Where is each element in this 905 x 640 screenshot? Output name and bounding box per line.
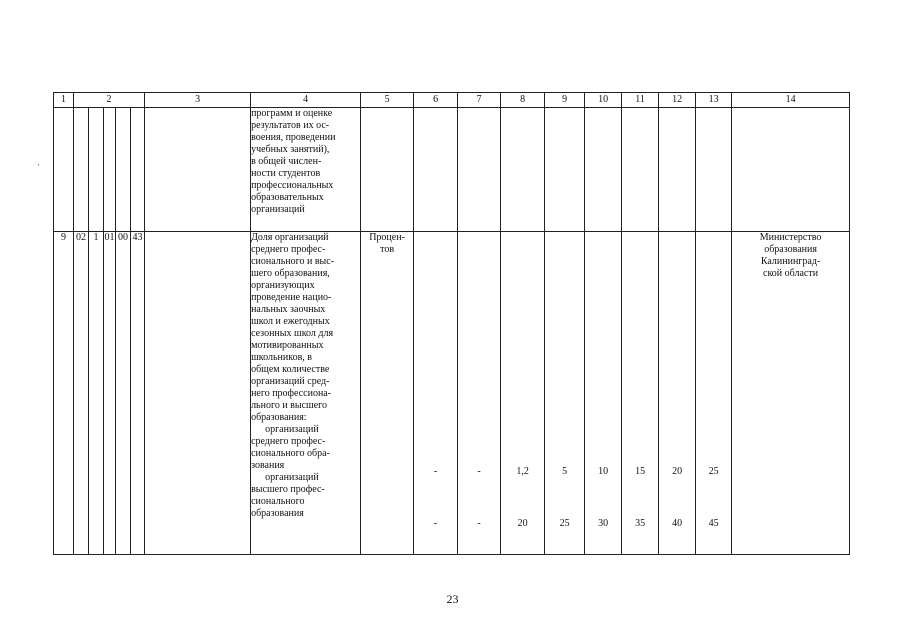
value-cell [585, 232, 622, 555]
value-higher: 45 [708, 518, 719, 529]
header-cell: 7 [458, 93, 501, 108]
header-cell: 4 [251, 93, 361, 108]
code-cell: 1 [89, 232, 104, 555]
header-cell: 11 [622, 93, 659, 108]
code-cell: 9 [54, 232, 74, 555]
sub-indicator-line: высшего профес- [251, 484, 325, 495]
column-number-row [54, 93, 850, 108]
indicator-line: в общей числен- [251, 156, 322, 167]
header-cell: 6 [414, 93, 458, 108]
indicator-line: учебных занятий), [251, 144, 330, 155]
indicator-line: проведение нацио- [251, 292, 332, 303]
indicator-line: Доля организаций [251, 232, 329, 243]
header-cell: 9 [545, 93, 585, 108]
value-cell [414, 108, 458, 232]
ministry-line: Министерство [759, 232, 822, 243]
value-secondary: 20 [672, 466, 683, 477]
indicator-line: организаций [251, 204, 305, 215]
value-higher: 20 [517, 518, 528, 529]
code-cell [89, 108, 104, 232]
value-higher: 35 [635, 518, 646, 529]
value-higher: - [477, 518, 481, 529]
value-higher: 30 [598, 518, 609, 529]
indicator-line: среднего профес- [251, 244, 326, 255]
value-secondary: - [477, 466, 481, 477]
sub-indicator-line: образования [251, 508, 304, 519]
value-cell [659, 108, 696, 232]
value-cell [458, 232, 501, 555]
code-cell: 02 [74, 232, 89, 555]
sub-indicator-line: организаций [265, 472, 319, 483]
indicator-line: шего образования, [251, 268, 330, 279]
code-cell [74, 108, 89, 232]
responsible-cell [732, 232, 850, 555]
value-cell [696, 108, 732, 232]
unit-line: Процен- [369, 232, 405, 243]
indicator-line: него профессиона- [251, 388, 332, 399]
code-cell [54, 108, 74, 232]
value-cell [458, 108, 501, 232]
value-cell [622, 108, 659, 232]
code-cell: 01 [104, 232, 116, 555]
header-cell: 13 [696, 93, 732, 108]
header-cell: 2 [74, 93, 145, 108]
value-secondary: 25 [708, 466, 719, 477]
value-cell [659, 232, 696, 555]
ministry-line: образования [764, 244, 817, 255]
scan-mark: · [37, 160, 40, 170]
header-cell: 3 [145, 93, 251, 108]
indicator-line: воения, проведении [251, 132, 336, 143]
indicator-line: профессиональных [251, 180, 334, 191]
header-cell: 12 [659, 93, 696, 108]
indicator-line: общем количестве [251, 364, 330, 375]
value-cell [696, 232, 732, 555]
code-cell [131, 108, 145, 232]
responsible-cell [732, 108, 850, 232]
unit-cell [361, 108, 414, 232]
page-number: 23 [446, 592, 459, 606]
value-secondary: 15 [635, 466, 646, 477]
indicator-line: организующих [251, 280, 315, 291]
value-cell [414, 232, 458, 555]
code-cell [104, 108, 116, 232]
indicator-line: сезонных школ для [251, 328, 334, 339]
header-cell: 1 [54, 93, 74, 108]
sub-indicator-line: сионального обра- [251, 448, 330, 459]
value-cell [501, 232, 545, 555]
indicator-line: программ и оценке [251, 108, 333, 119]
unit-cell [361, 232, 414, 555]
indicator-line: нальных заочных [251, 304, 326, 315]
indicator-line: организаций сред- [251, 376, 330, 387]
value-higher: - [433, 518, 438, 529]
continuation-row [54, 108, 850, 232]
indicator-name-cell [251, 232, 361, 555]
sub-indicator-line: среднего профес- [251, 436, 326, 447]
indicator-line: результатов их ос- [251, 120, 330, 131]
indicator-line: образовательных [251, 192, 324, 203]
indicator-line: школ и ежегодных [251, 316, 330, 327]
indicator-line: льного и высшего [251, 400, 328, 411]
sub-indicator-line: сионального [251, 496, 305, 507]
code-cell: 00 [116, 232, 131, 555]
program-name-cell [145, 108, 251, 232]
indicator-line: мотивированных [251, 340, 324, 351]
value-secondary: 5 [562, 466, 568, 477]
value-cell [545, 108, 585, 232]
indicator-name-cell [251, 108, 361, 232]
sub-indicator-line: организаций [265, 424, 319, 435]
value-secondary: 10 [598, 466, 609, 477]
value-secondary: - [433, 466, 438, 477]
ministry-line: ской области [763, 268, 819, 279]
header-cell: 14 [732, 93, 850, 108]
value-cell [585, 108, 622, 232]
value-higher: 25 [559, 518, 570, 529]
header-cell: 8 [501, 93, 545, 108]
indicator-line: школьников, в [251, 352, 313, 363]
ministry-line: Калининград- [760, 256, 821, 267]
indicator-line: ности студентов [251, 168, 321, 179]
code-cell [116, 108, 131, 232]
header-cell: 10 [585, 93, 622, 108]
code-cell: 43 [131, 232, 145, 555]
unit-line: тов [380, 244, 395, 255]
value-cell [622, 232, 659, 555]
value-cell [545, 232, 585, 555]
indicator-line: сионального и выс- [251, 256, 335, 267]
value-secondary: 1,2 [516, 466, 529, 477]
indicator-table [53, 92, 850, 555]
indicator-row [54, 232, 850, 555]
value-cell [501, 108, 545, 232]
value-higher: 40 [672, 518, 683, 529]
indicator-line: образования: [251, 412, 307, 423]
sub-indicator-line: зования [251, 460, 285, 471]
program-name-cell [145, 232, 251, 555]
header-cell: 5 [361, 93, 414, 108]
